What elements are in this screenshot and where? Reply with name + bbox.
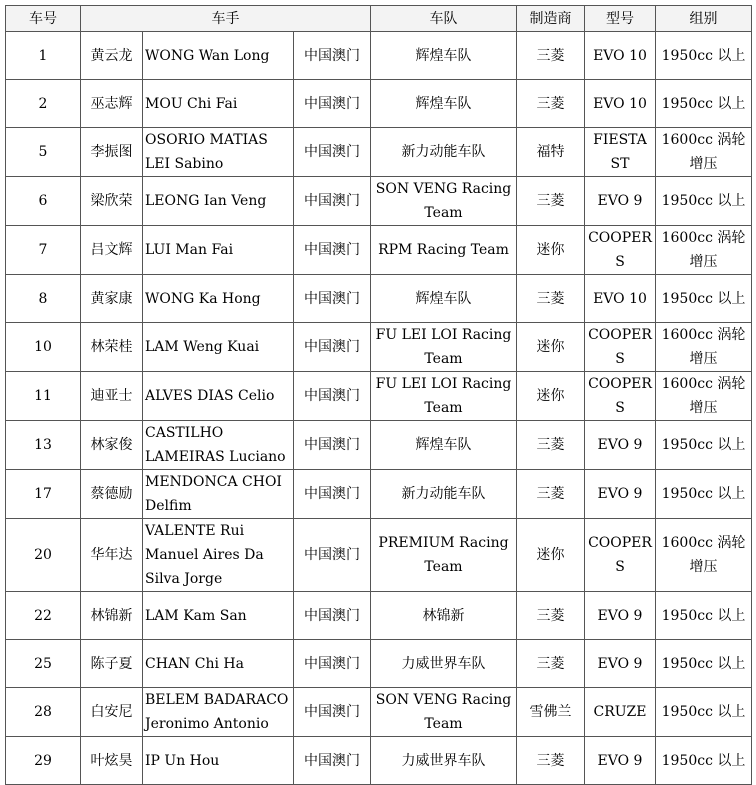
table-row: [6, 32, 752, 80]
cell-car-no: 20: [6, 519, 81, 592]
cell-manufacturer: 福特: [517, 128, 585, 177]
cell-group: 1950cc 以上: [656, 592, 752, 640]
cell-region: 中国澳门: [294, 640, 371, 688]
cell-manufacturer: 雪佛兰: [517, 688, 585, 737]
cell-driver-name-cn: 巫志辉: [81, 80, 143, 128]
cell-car-no: 1: [6, 32, 81, 80]
cell-team: FU LEI LOI Racing Team: [371, 372, 517, 421]
cell-region: 中国澳门: [294, 177, 371, 226]
header-team: 车队: [371, 6, 517, 32]
cell-region: 中国澳门: [294, 323, 371, 372]
cell-group: 1600cc 涡轮增压: [656, 519, 752, 592]
cell-manufacturer: 迷你: [517, 372, 585, 421]
cell-car-no: 8: [6, 275, 81, 323]
cell-manufacturer: 三菱: [517, 32, 585, 80]
cell-region: 中国澳门: [294, 592, 371, 640]
cell-group: 1600cc 涡轮增压: [656, 372, 752, 421]
cell-model: COOPER S: [585, 323, 656, 372]
cell-driver-name-en: LUI Man Fai: [143, 226, 294, 275]
cell-driver-name-en: IP Un Hou: [143, 737, 294, 785]
cell-driver-name-en: ALVES DIAS Celio: [143, 372, 294, 421]
table-row: [6, 688, 752, 737]
cell-model: EVO 9: [585, 640, 656, 688]
cell-model: COOPER S: [585, 226, 656, 275]
table-row: [6, 372, 752, 421]
table-row: [6, 592, 752, 640]
cell-manufacturer: 迷你: [517, 323, 585, 372]
cell-driver-name-cn: 黄家康: [81, 275, 143, 323]
cell-car-no: 6: [6, 177, 81, 226]
cell-car-no: 13: [6, 421, 81, 470]
cell-group: 1950cc 以上: [656, 688, 752, 737]
header-row: [6, 6, 752, 32]
cell-driver-name-en: BELEM BADARACO Jeronimo Antonio: [143, 688, 294, 737]
cell-driver-name-en: WONG Ka Hong: [143, 275, 294, 323]
cell-region: 中国澳门: [294, 519, 371, 592]
cell-group: 1950cc 以上: [656, 470, 752, 519]
table-row: [6, 470, 752, 519]
cell-driver-name-cn: 迪亚士: [81, 372, 143, 421]
cell-group: 1600cc 涡轮增压: [656, 128, 752, 177]
cell-model: CRUZE: [585, 688, 656, 737]
table-row: [6, 421, 752, 470]
header-group: 组别: [656, 6, 752, 32]
cell-region: 中国澳门: [294, 32, 371, 80]
cell-model: EVO 9: [585, 470, 656, 519]
cell-driver-name-en: OSORIO MATIAS LEI Sabino: [143, 128, 294, 177]
cell-model: FIESTA ST: [585, 128, 656, 177]
cell-team: FU LEI LOI Racing Team: [371, 323, 517, 372]
header-manufacturer: 制造商: [517, 6, 585, 32]
cell-car-no: 29: [6, 737, 81, 785]
cell-driver-name-cn: 林锦新: [81, 592, 143, 640]
cell-model: COOPER S: [585, 519, 656, 592]
cell-driver-name-en: WONG Wan Long: [143, 32, 294, 80]
cell-model: EVO 10: [585, 275, 656, 323]
cell-driver-name-cn: 蔡德励: [81, 470, 143, 519]
table-row: [6, 80, 752, 128]
cell-model: EVO 9: [585, 737, 656, 785]
cell-region: 中国澳门: [294, 80, 371, 128]
cell-manufacturer: 三菱: [517, 275, 585, 323]
cell-manufacturer: 三菱: [517, 640, 585, 688]
cell-manufacturer: 三菱: [517, 592, 585, 640]
table-row: [6, 519, 752, 592]
cell-manufacturer: 三菱: [517, 80, 585, 128]
cell-driver-name-cn: 华年达: [81, 519, 143, 592]
cell-model: EVO 10: [585, 80, 656, 128]
cell-group: 1600cc 涡轮增压: [656, 226, 752, 275]
cell-driver-name-cn: 梁欣荣: [81, 177, 143, 226]
cell-driver-name-en: LAM Weng Kuai: [143, 323, 294, 372]
cell-group: 1950cc 以上: [656, 80, 752, 128]
cell-group: 1950cc 以上: [656, 421, 752, 470]
cell-team: RPM Racing Team: [371, 226, 517, 275]
header-driver: 车手: [81, 6, 371, 32]
cell-group: 1950cc 以上: [656, 32, 752, 80]
cell-team: 新力动能车队: [371, 470, 517, 519]
cell-model: EVO 9: [585, 421, 656, 470]
cell-team: SON VENG Racing Team: [371, 177, 517, 226]
cell-driver-name-cn: 黄云龙: [81, 32, 143, 80]
cell-region: 中国澳门: [294, 688, 371, 737]
cell-region: 中国澳门: [294, 372, 371, 421]
header-model: 型号: [585, 6, 656, 32]
cell-model: EVO 10: [585, 32, 656, 80]
cell-team: PREMIUM Racing Team: [371, 519, 517, 592]
table-row: [6, 737, 752, 785]
cell-driver-name-cn: 吕文辉: [81, 226, 143, 275]
cell-car-no: 7: [6, 226, 81, 275]
cell-region: 中国澳门: [294, 470, 371, 519]
cell-manufacturer: 迷你: [517, 519, 585, 592]
cell-driver-name-cn: 林荣桂: [81, 323, 143, 372]
cell-model: COOPER S: [585, 372, 656, 421]
table-row: [6, 275, 752, 323]
cell-manufacturer: 迷你: [517, 226, 585, 275]
table-row: [6, 226, 752, 275]
cell-car-no: 22: [6, 592, 81, 640]
cell-region: 中国澳门: [294, 275, 371, 323]
cell-driver-name-cn: 叶炫昊: [81, 737, 143, 785]
table-row: [6, 640, 752, 688]
cell-manufacturer: 三菱: [517, 737, 585, 785]
cell-driver-name-en: MENDONCA CHOI Delfim: [143, 470, 294, 519]
cell-driver-name-en: LEONG Ian Veng: [143, 177, 294, 226]
cell-driver-name-cn: 白安尼: [81, 688, 143, 737]
cell-car-no: 25: [6, 640, 81, 688]
cell-driver-name-cn: 林家俊: [81, 421, 143, 470]
cell-driver-name-en: CASTILHO LAMEIRAS Luciano: [143, 421, 294, 470]
cell-model: EVO 9: [585, 177, 656, 226]
cell-car-no: 28: [6, 688, 81, 737]
cell-group: 1600cc 涡轮增压: [656, 323, 752, 372]
cell-driver-name-en: MOU Chi Fai: [143, 80, 294, 128]
cell-driver-name-en: CHAN Chi Ha: [143, 640, 294, 688]
cell-region: 中国澳门: [294, 737, 371, 785]
cell-model: EVO 9: [585, 592, 656, 640]
cell-region: 中国澳门: [294, 128, 371, 177]
cell-team: 辉煌车队: [371, 80, 517, 128]
table-row: [6, 323, 752, 372]
cell-manufacturer: 三菱: [517, 470, 585, 519]
cell-group: 1950cc 以上: [656, 640, 752, 688]
table-row: [6, 177, 752, 226]
table-row: [6, 128, 752, 177]
cell-group: 1950cc 以上: [656, 737, 752, 785]
cell-team: 辉煌车队: [371, 32, 517, 80]
cell-car-no: 2: [6, 80, 81, 128]
cell-team: SON VENG Racing Team: [371, 688, 517, 737]
cell-region: 中国澳门: [294, 226, 371, 275]
cell-car-no: 11: [6, 372, 81, 421]
cell-driver-name-cn: 李振图: [81, 128, 143, 177]
cell-team: 新力动能车队: [371, 128, 517, 177]
cell-team: 辉煌车队: [371, 275, 517, 323]
cell-region: 中国澳门: [294, 421, 371, 470]
cell-driver-name-en: LAM Kam San: [143, 592, 294, 640]
cell-car-no: 17: [6, 470, 81, 519]
cell-group: 1950cc 以上: [656, 275, 752, 323]
cell-team: 辉煌车队: [371, 421, 517, 470]
cell-driver-name-en: VALENTE Rui Manuel Aires Da Silva Jorge: [143, 519, 294, 592]
cell-team: 力威世界车队: [371, 640, 517, 688]
results-table: [5, 5, 752, 785]
cell-team: 力威世界车队: [371, 737, 517, 785]
cell-driver-name-cn: 陈子夏: [81, 640, 143, 688]
cell-group: 1950cc 以上: [656, 177, 752, 226]
cell-car-no: 5: [6, 128, 81, 177]
cell-team: 林锦新: [371, 592, 517, 640]
header-car-no: 车号: [6, 6, 81, 32]
cell-car-no: 10: [6, 323, 81, 372]
cell-manufacturer: 三菱: [517, 177, 585, 226]
cell-manufacturer: 三菱: [517, 421, 585, 470]
